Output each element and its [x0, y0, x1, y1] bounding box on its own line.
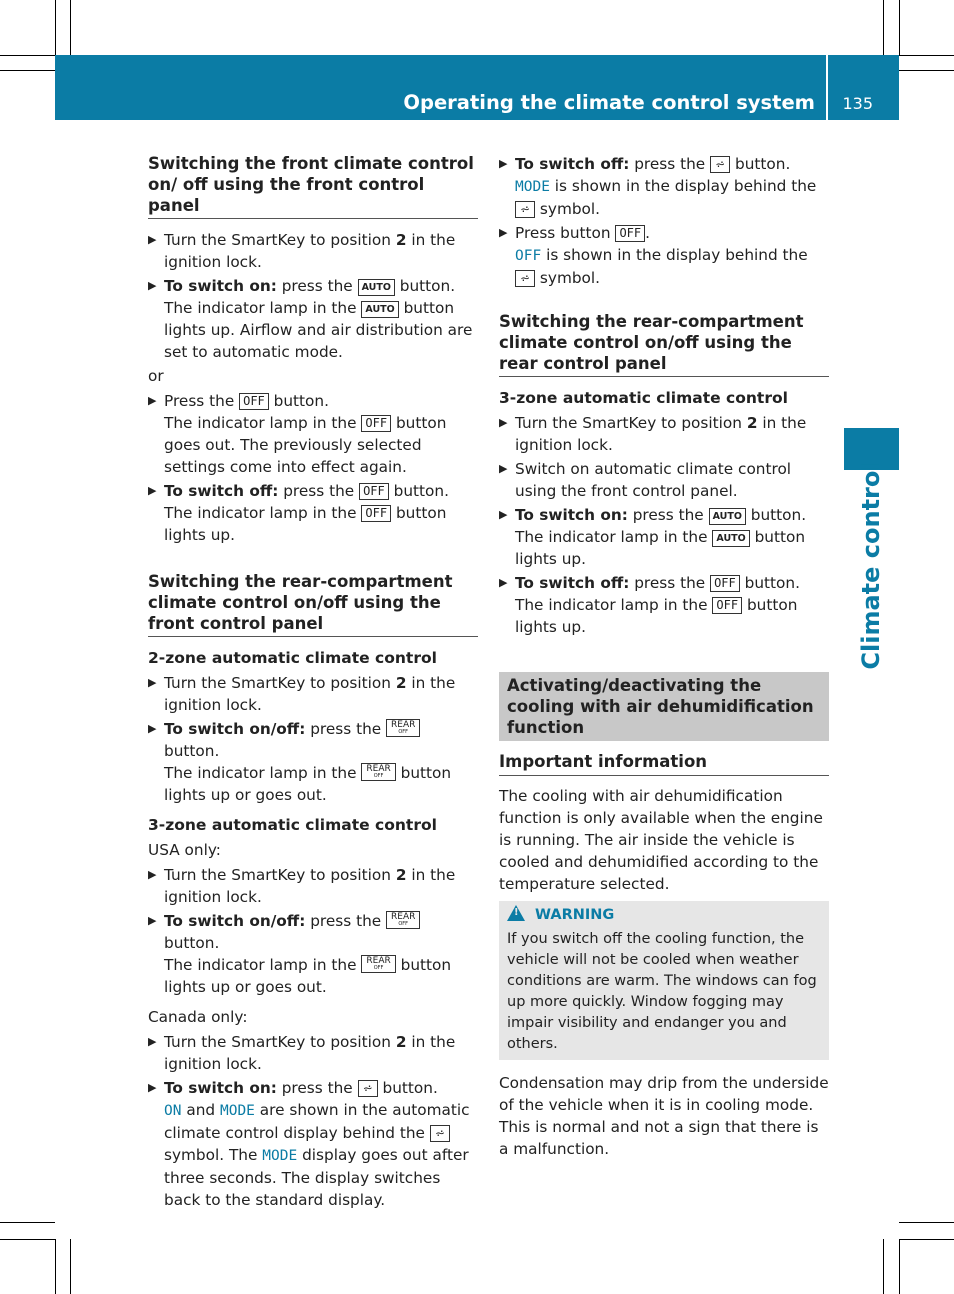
step-arrow-icon: ▶: [148, 394, 157, 407]
step-arrow-icon: ▶: [148, 868, 157, 881]
instruction-step: ▶ Turn the SmartKey to position 2 in the ignition lock.: [148, 866, 456, 906]
crop-mark: [899, 55, 954, 56]
right-column: [499, 153, 829, 1163]
fan-symbol-icon: ⩫: [710, 156, 730, 173]
step-arrow-icon: ▶: [148, 676, 157, 689]
off-button-icon: OFF: [615, 225, 645, 242]
subsection-title: Important information: [499, 751, 829, 776]
off-button-icon: OFF: [361, 415, 391, 432]
section-title: Switching the rear-compartment climate control on/off using the front control panel: [148, 571, 478, 637]
step-arrow-icon: ▶: [148, 1035, 157, 1048]
step-arrow-icon: ▶: [499, 226, 508, 239]
page-header: [55, 55, 899, 120]
instruction-step: ▶ Turn the SmartKey to position 2 in the ignition lock.: [148, 1033, 456, 1073]
off-button-icon: OFF: [239, 393, 269, 410]
step-arrow-icon: ▶: [499, 576, 508, 589]
region-label: USA only:: [148, 841, 221, 859]
crop-mark: [899, 1239, 900, 1294]
auto-button-icon: AUTO: [361, 301, 398, 318]
crop-mark: [899, 1222, 954, 1223]
instruction-step: ▶ Press button OFF . OFF is shown in the display behind the ⩫ symbol.: [499, 224, 808, 287]
page-title: Operating the climate control system: [403, 91, 815, 114]
step-arrow-icon: ▶: [148, 484, 157, 497]
body-paragraph: The cooling with air dehumidification function is only available when the engine is running. The air inside the vehicle is cooled and dehumidified according to the temperature selected.: [499, 787, 823, 893]
crop-mark: [899, 1239, 954, 1240]
step-arrow-icon: ▶: [499, 508, 508, 521]
fan-symbol-icon: ⩫: [430, 1125, 450, 1142]
instruction-step: ▶ To switch on: press the AUTO button. The indicator lamp in the AUTO button lights up.: [499, 506, 807, 568]
instruction-step: ▶ Turn the SmartKey to position 2 in the ignition lock.: [148, 674, 456, 714]
crop-mark: [55, 1239, 56, 1294]
display-text-mode: MODE: [219, 1103, 255, 1119]
fan-symbol-icon: ⩫: [358, 1080, 378, 1097]
step-arrow-icon: ▶: [148, 233, 157, 246]
page-number: 135: [842, 94, 873, 113]
crop-mark: [0, 70, 55, 71]
left-column: [148, 153, 478, 1213]
section-title: Switching the front climate control on/ off using the front control panel: [148, 153, 478, 219]
warning-box: [499, 901, 829, 1060]
crop-mark: [0, 1239, 55, 1240]
auto-button-icon: AUTO: [358, 279, 395, 296]
step-arrow-icon: ▶: [148, 1081, 157, 1094]
region-label: Canada only:: [148, 1008, 248, 1026]
off-button-icon: OFF: [361, 505, 391, 522]
step-arrow-icon: ▶: [148, 279, 157, 292]
section-title-box: Activating/deactivating the cooling with air dehumidification function: [499, 672, 829, 741]
fan-symbol-icon: ⩫: [515, 201, 535, 218]
instruction-step: ▶ To switch on: press the ⩫ button. ON and MODE are shown in the automatic climate control display behind the ⩫ symbol. The MODE display goes out after three seconds. The display switches back to the standard display.: [148, 1079, 470, 1209]
rear-off-button-icon: REAR OFF: [386, 911, 420, 929]
crop-mark: [883, 1239, 884, 1294]
side-tab-label: Climate control: [857, 462, 885, 670]
crop-mark: [70, 0, 71, 55]
rear-off-button-icon: REAR OFF: [386, 719, 420, 737]
off-button-icon: OFF: [710, 575, 740, 592]
step-arrow-icon: ▶: [499, 416, 508, 429]
instruction-step: ▶ To switch off: press the OFF button. The indicator lamp in the OFF button lights up.: [148, 482, 449, 544]
display-text-mode: MODE: [262, 1148, 298, 1164]
section-title: Switching the rear-compartment climate control on/off using the rear control panel: [499, 311, 829, 377]
rear-off-button-icon: REAR OFF: [361, 955, 395, 973]
header-divider: [826, 55, 828, 120]
subsection-title: 3-zone automatic climate control: [499, 389, 788, 407]
crop-mark: [899, 70, 954, 71]
step-arrow-icon: ▶: [148, 722, 157, 735]
subsection-title: 3-zone automatic climate control: [148, 816, 437, 834]
warning-text: If you switch off the cooling function, the vehicle will not be cooled when weather conditions are warm. The windows can fog up more quickly. Window fogging may impair visibility and endanger you and others.: [507, 931, 817, 1052]
crop-mark: [70, 1239, 71, 1294]
instruction-step: ▶ To switch on: press the AUTO button. The indicator lamp in the AUTO button lights up. Airflow and air distribution are set to automatic mode.: [148, 277, 473, 361]
instruction-step: ▶ To switch on/off: press the REAR OFF button. The indicator lamp in the REAR OFF button lights up or goes out.: [148, 912, 452, 996]
warning-triangle-icon: [507, 905, 525, 921]
instruction-step: ▶ Switch on automatic climate control using the front control panel.: [499, 460, 792, 500]
rear-off-button-icon: REAR OFF: [361, 763, 395, 781]
instruction-step: ▶ To switch off: press the ⩫ button. MODE is shown in the display behind the ⩫ symbol.: [499, 155, 817, 218]
crop-mark: [899, 0, 900, 55]
instruction-step: ▶ Turn the SmartKey to position 2 in the ignition lock.: [148, 231, 456, 271]
instruction-step: ▶ Turn the SmartKey to position 2 in the ignition lock.: [499, 414, 807, 454]
off-button-icon: OFF: [712, 597, 742, 614]
auto-button-icon: AUTO: [712, 530, 749, 547]
step-arrow-icon: ▶: [499, 462, 508, 475]
off-button-icon: OFF: [359, 483, 389, 500]
fan-symbol-icon: ⩫: [515, 270, 535, 287]
instruction-step: ▶ To switch on/off: press the REAR OFF button. The indicator lamp in the REAR OFF button lights up or goes out.: [148, 720, 452, 804]
subsection-title: 2-zone automatic climate control: [148, 649, 437, 667]
body-paragraph: Condensation may drip from the underside of the vehicle when it is in cooling mode. This is normal and not a sign that there is a malfunction.: [499, 1074, 829, 1158]
crop-mark: [0, 55, 55, 56]
display-text-on: ON: [164, 1103, 182, 1119]
display-text-mode: MODE: [515, 179, 550, 195]
display-text-off: OFF: [515, 248, 542, 264]
crop-mark: [0, 1222, 55, 1223]
auto-button-icon: AUTO: [709, 508, 746, 525]
instruction-step: ▶ To switch off: press the OFF button. The indicator lamp in the OFF button lights up.: [499, 574, 800, 636]
warning-heading: !WARNING: [507, 905, 821, 926]
or-text: or: [148, 367, 164, 385]
step-arrow-icon: ▶: [499, 157, 508, 170]
step-arrow-icon: ▶: [148, 914, 157, 927]
crop-mark: [883, 0, 884, 55]
instruction-step: ▶ Press the OFF button. The indicator lamp in the OFF button goes out. The previously selected settings come into effect again.: [148, 392, 447, 476]
crop-mark: [55, 0, 56, 55]
